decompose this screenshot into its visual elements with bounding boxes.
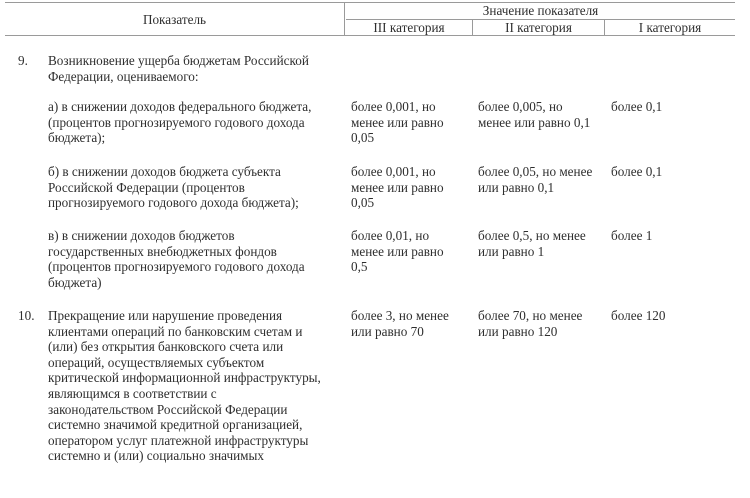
value-line: более 0,001, но [351, 99, 436, 114]
row-description [48, 99, 338, 146]
table-header [5, 2, 735, 36]
value-line: или равно 120 [478, 323, 558, 339]
value-line: 0,05 [351, 130, 375, 146]
value-cat3 [351, 164, 473, 211]
row-description [48, 228, 338, 290]
value-line: или равно 0,1 [478, 179, 555, 195]
value-cat2 [478, 308, 606, 339]
header-indicator-label: Показатель [142, 11, 207, 27]
desc-line: Возникновение ущерба бюджетам Российской [48, 53, 309, 68]
value-cat3 [351, 308, 473, 339]
row-description [48, 308, 338, 464]
row-description [48, 53, 338, 84]
desc-line: бюджета) [48, 274, 102, 290]
value-line: более 0,1 [611, 164, 663, 179]
value-line: более 1 [611, 228, 653, 243]
value-cat2 [478, 164, 606, 195]
value-line: более 0,001, но [351, 164, 436, 179]
value-line: менее или равно [351, 114, 444, 130]
value-line: более 70, но менее [478, 308, 583, 323]
header-category-3: III категория [346, 20, 473, 35]
value-cat3 [351, 99, 473, 146]
value-line: более 3, но менее [351, 308, 449, 323]
value-line: более 0,5, но менее [478, 228, 586, 243]
row-description [48, 164, 338, 211]
value-line: более 0,1 [611, 99, 663, 114]
desc-line: Федерации, оцениваемого: [48, 68, 199, 84]
desc-line: бюджета); [48, 130, 106, 146]
value-cat1 [611, 164, 731, 180]
value-line: 0,05 [351, 195, 375, 211]
value-line: или равно 70 [351, 323, 424, 339]
value-cat1 [611, 99, 731, 115]
desc-line: Прекращение или нарушение проведения [48, 308, 283, 323]
header-category-2: II категория [473, 20, 605, 35]
desc-line: являющимся в соответствии с [48, 385, 217, 401]
desc-line: Российской Федерации (процентов [48, 179, 245, 195]
value-cat2 [478, 228, 606, 259]
desc-line: а) в снижении доходов федерального бюджета, [48, 99, 312, 114]
value-line: или равно 1 [478, 243, 545, 259]
desc-line: б) в снижении доходов бюджета субъекта [48, 164, 281, 179]
header-categories [346, 20, 735, 35]
value-line: более 0,005, но [478, 99, 563, 114]
value-line: менее или равно [351, 179, 444, 195]
desc-line: клиентами операций по банковским счетам и [48, 323, 303, 339]
value-line: менее или равно [351, 243, 444, 259]
desc-line: системно значимой кредитной организацией, [48, 417, 303, 433]
value-line: менее или равно 0,1 [478, 114, 591, 130]
row-number: 10. [18, 308, 35, 323]
desc-line: прогнозируемого годового дохода бюджета); [48, 195, 299, 211]
desc-line: (или) без открытия банковского счета или [48, 339, 284, 355]
desc-line: операций, осуществляемых субъектом [48, 354, 265, 370]
desc-line: (процентов прогнозируемого годового дохода [48, 114, 305, 130]
value-line: более 0,05, но менее [478, 164, 593, 179]
value-cat1 [611, 308, 731, 324]
desc-line: законодательством Российской Федерации [48, 401, 288, 417]
desc-line: государственных внебюджетных фондов [48, 243, 277, 259]
row-number: 9. [18, 53, 28, 68]
header-category-1: I категория [638, 20, 702, 35]
desc-line: оператором услуг платежной инфраструктуры [48, 432, 309, 448]
desc-line: системно и (или) социально значимых [48, 448, 264, 464]
value-line: более 120 [611, 308, 666, 323]
desc-line: (процентов прогнозируемого годового дохода [48, 259, 305, 275]
header-value-title: Значение показателя [346, 3, 735, 20]
header-indicator [5, 3, 345, 35]
value-cat2 [478, 99, 606, 130]
value-line: более 0,01, но [351, 228, 430, 243]
value-line: 0,5 [351, 259, 368, 275]
header-value-group [346, 3, 735, 35]
desc-line: критической информационной инфраструктуры, [48, 370, 321, 386]
desc-line: в) в снижении доходов бюджетов [48, 228, 235, 243]
value-cat1 [611, 228, 731, 244]
value-cat3 [351, 228, 473, 275]
